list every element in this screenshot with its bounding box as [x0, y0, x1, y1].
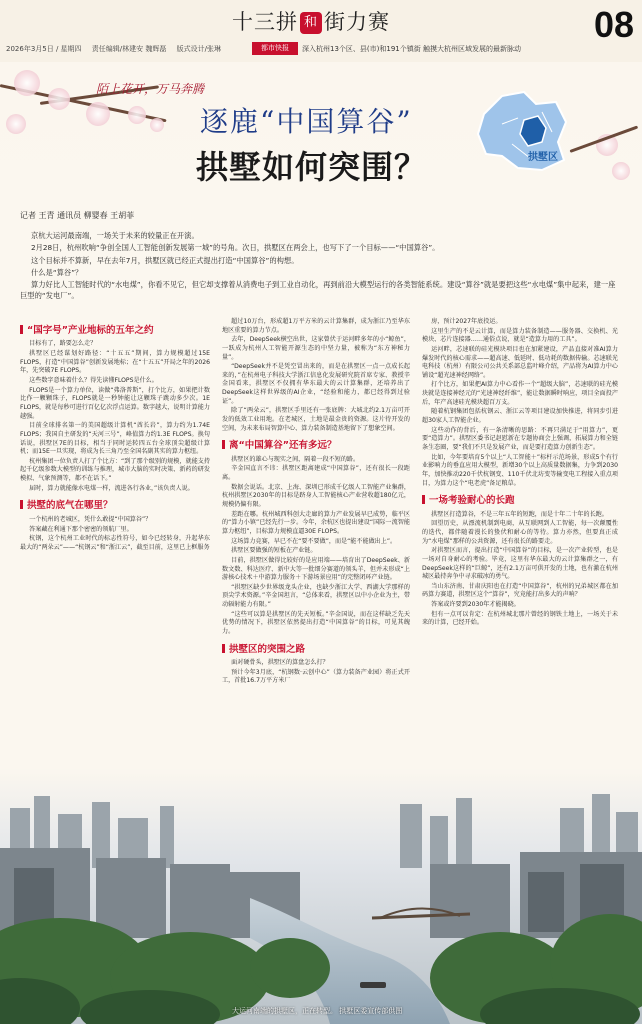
paragraph: 这里生产的不是云计算，而是算力装备制造——服务器、交换机、光模块、芯片连接器……通俗点说，就是“造算力用的工具”。	[422, 327, 618, 344]
issue-date: 2026年3月5日 / 星期四	[6, 45, 82, 53]
paragraph: “这些可以算是拱墅区的先天短板。”辛金国说，而在这样缺乏先天优势的情况下，拱墅区依然提出打造“中国算谷”的目标，可见其魄力。	[222, 610, 410, 635]
section-title: “国字号”产业地标的五年之约	[20, 324, 210, 337]
paragraph: 拱墅区打造算谷，不是三年五年的短跑，而是十年二十年的长跑。	[431, 510, 608, 518]
paragraph: 目标有了，路要怎么走？	[29, 340, 97, 348]
article-column-2	[222, 318, 410, 687]
series-title-left: 十三	[232, 10, 276, 34]
paragraph: 拱墅区要做强的短板在产业链。	[231, 547, 317, 555]
lead-paragraph: 这个目标并不算新，早在去年7月，拱墅区就已经正式提出打造“中国算谷”的构想。	[30, 255, 299, 265]
section-title: 拱墅区的突围之路	[222, 643, 410, 656]
photo-caption: 大运河南端的拱墅区，正在转型。 拱墅区委宣传部供图	[232, 1007, 403, 1015]
paragraph: 随着杭钢集团包括杭钢云、浙江云等项目建设加快推进，将同步引进超30家人工智能企业。	[422, 408, 618, 425]
paragraph: 回望历史，从漂流机制到电商，从互联网到人工智能，每一次颠覆性的迭代，都伴随着漫长的蛰伏和耐心的等待。算力亦然，但要真正成为“水电煤”那样的公共资源，还有很长的路要走。	[422, 520, 618, 545]
column-slogan: 深入杭州13个区、县(市)和191个镇街 触摸大杭州区域发展的最新脉动	[302, 45, 521, 53]
paragraph: 数据会说话。北京、上海、深圳已形成千亿级人工智能产业集群，杭州拱墅区2030年的目标是跻身人工智能核心产业营收超180亿元，规模仍偏有限。	[222, 483, 410, 509]
blossom-flower	[612, 162, 630, 180]
paragraph: 杭州集团一位负责人打了个比方：“到了那个级别的规模，就能支持起千亿级参数大模型的训练与推理，城市大脑的实时决策、新药的研发模拟、气象预测等，都不在话下。”	[20, 457, 210, 483]
kicker: 陌上花开，万马奔腾	[96, 82, 205, 96]
lead-paragraph: 什么是“算谷”？	[30, 267, 83, 277]
paragraph: 答案藏在利通下那个密密的领航厂里。	[29, 525, 133, 533]
series-title	[232, 6, 390, 36]
paragraph: 答案或许要到2030年才能揭晓。	[431, 601, 520, 609]
paragraph: 这些动作的背后，有一条清晰的思路：不再只满足于“用算力”，更要“造算力”。拱墅区委书记赵慰新在专题协商会上强调，拓展算力和全链条生态圈，要“我们不只是发展产业，而是要打造算力创新生态”。	[422, 426, 618, 451]
paragraph: 差距在哪。杭州城西科创大走廊的算力产业发展早已成势，临平区的“算力小镇”已经先行一步。今年，余杭区也提出建设“国际一流智能算力枢纽”，目标算力规模直逼30E FLOPS。	[222, 510, 410, 535]
blossom-flower	[128, 106, 146, 124]
paragraph: 目前，拱墅区做得比较好的是应用端——培育出了DeepSeek、新数文数、科达医疗、新中大等一批细分赛道的领头羊，但并未形成“上游核心技术＋中游算力服务＋下游场景应用”的完整闭环产业链。	[222, 556, 410, 582]
issue-editor: 责任编辑/林建安 魏辉磊	[91, 45, 167, 53]
section-title: 离“中国算谷”还有多远？	[222, 439, 410, 452]
paragraph: 这些数字意味着什么？得先读懂FLOPS是什么。	[29, 377, 158, 385]
paragraph: 辛金国直言不讳：拱墅区距离建成“中国算谷”，还有很长一段距离。	[222, 465, 410, 482]
paragraph: 面对硬骨头，拱墅区的算盘怎么打？	[231, 659, 329, 667]
paragraph: 届时，算力就能像水电煤一样，流进各行各业，”该负责人说。	[29, 484, 194, 492]
paragraph: 拱墅区的雄心与现实之间，隔着一段不短的路。	[231, 455, 360, 463]
paragraph: 预计今年3月底，“杭钢数·云创中心”（算力装备产业园）将正式开工，首批16.7万平方米厂	[222, 668, 410, 685]
paragraph: 打个比方，如果把AI算力中心看作一个“超级大脑”，芯速联的硅光模块就是连接神经元的“光速神经纤维”，能让数据瞬时响应，项目全面投产后，年产高速硅光模块超百万支。	[422, 381, 618, 406]
series-title-pin: 拼	[276, 10, 298, 34]
paragraph: 运河畔，芯速联的硅光模块项目也在加紧建设，产品直接对准AI算力爆发时代的核心需求——超高速、低延时、低功耗的数据传输。芯速联光电科技（杭州）有限公司公共关系部总监叶峰介绍，产品将为AI算力中心铺设“超光速神经网络”。	[422, 345, 618, 379]
paragraph: 房，预计2027年底投运。	[431, 318, 502, 325]
section-title: 拱墅的底气在哪里？	[20, 499, 210, 512]
headline-question: 拱墅如何突围？	[196, 148, 428, 186]
he-badge: 和	[300, 12, 322, 34]
paragraph: “DeepSeek并不是凭空冒出来的，而是在拱墅区一点一点成长起来的，”在杭州电子科技大学浙江信息化发展研究院首席专家、教授辛金国看来，拱墅区不仅拥有华东最大的云计算集群，还培养出了DeepSeek这样世界级的AI企业，“经验和能力，都已经得到过验证”。	[222, 363, 410, 405]
lead-paragraph: 2月28日，杭州吹响“争创全国人工智能创新发展第一城”的号角。次日，拱墅区在两会上，也写下了一个目标——“中国算谷”。	[30, 243, 440, 253]
paragraph: 去年，DeepSeek横空出世，这家曾伏于运河畔多年的小“鲸鱼”，一跃成为杭州人工智能开源生态的中坚力量，被称为“东方神秘力量”。	[222, 336, 410, 361]
page-number: 08	[593, 4, 634, 45]
paragraph: 拱墅区已经谋划好路径：“十五五”期间，算力规模超过15E FLOPS，打造“中国算谷”创新发展地标；在“十五五”开局之年的2026年，先突破7E FLOPS。	[20, 350, 210, 375]
paragraph: “拱墅区缺少世界级龙头企业，也缺少浙江大学、西湖大学那样的顶尖学术资源。”辛金国坦言，“总体来看，拱墅区以中小企业为主，带动辐射能力有限。”	[222, 583, 410, 609]
blossom-flower	[86, 102, 110, 126]
paragraph: 杭钢，这个杭州工业时代的标志性符号，如今已经转身，升起华东最大的“两朵云”——“杭钢云”和“浙江云”，截至目前，这里已上框服务	[20, 535, 210, 551]
blossom-flower	[14, 70, 40, 96]
paragraph: 比如，今年要培育5个以上“人工智能＋”标杆示范场景，形成5个有行业影响力的垂直应用大模型，新增30个以上高质量数据集，力争到2030年，加快推动220千伏杭钢变、110千伏北坊变等输变电工程接入重点项目，为算力这个“电老虎”备足粮草。	[422, 453, 618, 487]
column-badge: 都市快报	[252, 42, 298, 55]
issue-designer: 版式设计/张琳	[176, 45, 221, 53]
paragraph: 一个杭州的老城区，凭什么敢提“中国算谷”？	[29, 515, 152, 523]
issue-meta	[6, 44, 229, 54]
article-lead	[20, 230, 616, 303]
paragraph: 超过10万台，形成超1万平方米的云计算集群，成为浙江乃至华东地区重要的算力节点。	[222, 318, 410, 334]
section-title: 一场考验耐心的长跑	[422, 494, 618, 507]
article-column-3	[422, 318, 618, 629]
paragraph: FLOPS是一个算力单位，读做“弗洛普斯”，打个比方，如果把计数比作一颗颗珠子，FLOPS就是一秒钟能让这颗珠子跳动多少次。1E FLOPS，就是每秒可进行百亿亿次浮点运算。数字越大，说明计算能力越强。	[20, 386, 210, 420]
paragraph: 目前全球排名第一的美国超级计算机“酋长岩”，算力约为1.74E FLOPS；我国自主研发的“天河三号”，峰值算力约1.3E FLOPS。换句话说，拱墅区7E的目标，相当于同时运转四五台全球顶尖超级计算机；而15E一旦实现，将成为长三角乃至全国名副其实的算力枢纽。	[20, 422, 210, 456]
blossom-flower	[6, 114, 26, 134]
paragraph: 除了“两朵云”，拱墅区手里还有一张底牌：大城北约2.1万亩可开发的低效工业用地。在老城区，土地是最金贵的资源。这片待开发的空间，为未来布局智算中心、算力装备制造基地留下了想象空间。	[222, 407, 410, 432]
masthead	[0, 0, 642, 62]
paragraph: 当山东济南、甘肃庆阳也在打造“中国算谷”，杭州的兄弟城区都在加码算力赛道，拱墅区这个“算谷”，究竟能打出多大的声响？	[422, 582, 618, 599]
lead-paragraph: 京杭大运河最南端，一场关于未来的较量正在开演。	[30, 231, 199, 240]
hero-banner	[0, 62, 642, 196]
article-column-1	[20, 318, 210, 553]
paragraph: 对拱墅区而言，提出打造“中国算谷”的目标，是一次产业转型，也是一场对自身耐心的考验。毕竟，这里有华东最大的云计算集群之一，有DeepSeek这样的“巨鲸”，还有2.1万亩可供开发的土地，也有激在杭州城区最持奔争中寻求破冰的勇气。	[422, 547, 618, 581]
headline-main: 逐鹿“中国算谷”	[200, 105, 413, 138]
bylines: 记者 王青 通讯员 柳婴春 王胡菲	[20, 211, 135, 220]
city-canal-photo	[0, 768, 642, 1024]
blossom-flower	[150, 118, 164, 132]
paragraph: 但有一点可以肯定：在杭州城北那片曾经的钢铁土地上，一场关于未来的计算，已经开始。	[422, 610, 618, 627]
lead-paragraph: 算力好比人工智能时代的“水电煤”，你看不见它，但它却支撑着从消费电子到工业自动化，再到前沿大模型运行的各类智能系统。建设“算谷”就是要把这些“水电煤”集中起来，建一座巨型的“发电厂”。	[20, 280, 616, 301]
series-title-right: 街力赛	[324, 10, 390, 34]
blossom-flower	[48, 88, 70, 110]
paragraph: 这场算力竞赛，早已不在“要不要做”，而是“能不能做出上”。	[231, 537, 397, 545]
district-map-label: 拱墅区	[528, 152, 558, 163]
